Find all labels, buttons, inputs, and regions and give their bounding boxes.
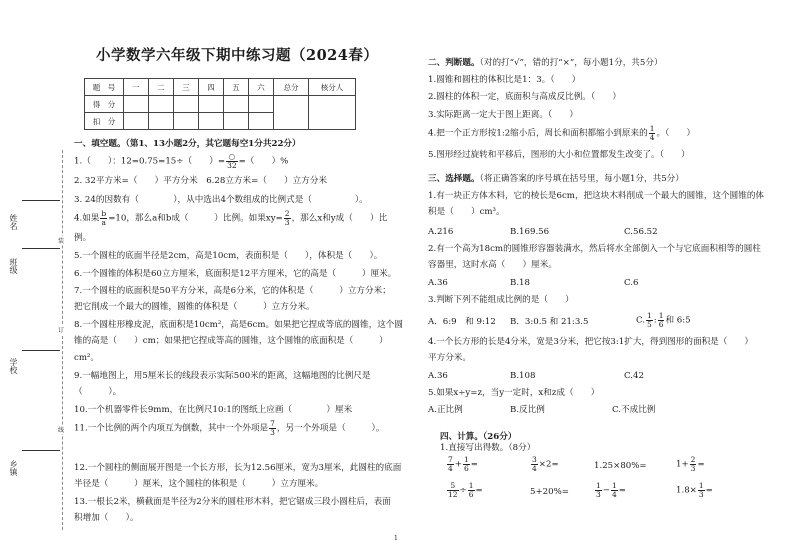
score-row-label: 得 分	[85, 96, 124, 113]
score-cell[interactable]	[174, 96, 199, 113]
question-2-3: 3.实际距离一定大于图上距离。（ ）	[428, 110, 578, 120]
score-header-cell: 六	[249, 79, 274, 96]
question-3-3: 3.判断下列不能组成比例的是（ ）	[428, 295, 574, 305]
question-1-11: 11.一个比例的两个内项互为倒数，其中一个外项是 $\frac{7}{3}$ ，另一个外项是（ ）。	[74, 419, 385, 437]
question-1-8c: cm²。	[74, 353, 100, 363]
question-2-5: 5.图形经过旋转和平移后，图形的大小和位置都发生改变了。（ ）	[428, 150, 690, 160]
option-3-2-c[interactable]: C.6	[624, 278, 639, 288]
zhuang-mark: 装	[58, 238, 65, 245]
score-header-cell: 一	[124, 79, 149, 96]
question-1-8a: 8.一个圆柱形橡皮泥，底面积是10cm²，高是6cm。如果把它捏成等底的圆锥，这个圆	[74, 320, 403, 330]
score-header-cell: 四	[199, 79, 224, 96]
q4-fraction-1: $\frac{b}{a}$	[101, 209, 107, 227]
question-1-13a: 13.一根长2米，横截面是半径为2分米的圆柱形木料，把它锯成三段小圆柱后，表面	[74, 497, 391, 507]
score-cell[interactable]	[249, 96, 274, 113]
score-header-cell: 总分	[274, 79, 309, 96]
question-3-1a: 1.有一块正方体木料，它的棱长是6cm，把这块木料削成一个最大的圆锥，这个圆锥的体	[428, 191, 765, 201]
calc-5: $\frac{5}{12}$ ÷ $\frac{1}{6}$ =	[448, 481, 483, 499]
deduct-cell[interactable]	[249, 113, 274, 130]
q2-4-fraction: $\frac{1}{4}$	[649, 124, 655, 142]
question-3-4a: 4.一个长方形的长是4分米，宽是3分米，把它按3:1扩大，得到图形的面积是（ ）	[428, 337, 754, 347]
question-1-4-cont: 例。	[74, 233, 92, 243]
question-1-7b: 把它削成一个最大的圆锥，圆锥的体积是（ ）立方分米。	[74, 302, 315, 312]
question-1-7a: 7.一个圆柱的底面积是50平方分米，高是6分米，它的体积是（ ）立方分米；	[74, 286, 391, 296]
question-2-1: 1.圆锥和圆柱的体积比是1：3。（ ）	[428, 75, 581, 85]
question-3-2a: 2.有一个高为18cm的圆锥形容器装满水，然后将水全部倒入一个与它底面积相等的圆柱	[428, 244, 761, 254]
score-cell[interactable]	[124, 96, 149, 113]
calc-6: 5+20%=	[530, 487, 569, 497]
question-3-2b: 容器里，这时水高（ ）厘米。	[428, 260, 557, 270]
question-1-2: 2. 32平方米=（ ）平方分米 6.28立方米=（ ）立方分米	[74, 176, 328, 186]
page-number: 1	[394, 535, 398, 542]
calc-3: 1.25×80%=	[594, 461, 647, 471]
question-3-1b: 积是（ ）cm³。	[428, 207, 505, 217]
section-4-subtitle: 1.直接写出得数。（8分）	[440, 443, 536, 453]
name-label: 姓名	[9, 214, 18, 230]
question-1-5: 5.一个圆柱的底面半径是2cm，高是10cm，表面积是（ ），体积是（ ）。	[74, 251, 383, 261]
option-3-5-b[interactable]: B.反比例	[510, 405, 545, 415]
deduct-cell[interactable]	[174, 113, 199, 130]
class-blank[interactable]	[22, 248, 60, 249]
section-1-title: 一、填空题。（第1、13小题2分，其它题每空1分共22分）	[74, 139, 301, 149]
question-1-13b: 积增加（ ）。	[74, 513, 139, 523]
question-1-1	[74, 153, 288, 169]
option-3-3-c[interactable]: C. $\frac{1}{5}$ : $\frac{1}{6}$ 和 6:5	[636, 311, 691, 329]
score-cell[interactable]	[224, 96, 249, 113]
question-1-3: 3. 24的因数有（ ），从中选出4个数组成的比例式是（ ）。	[74, 195, 368, 205]
question-2-4: 4.把一个正方形按1:2缩小后，周长和面积都缩小到原来的 $\frac{1}{4}$ 。（ ）	[428, 124, 696, 142]
deduct-cell[interactable]	[224, 113, 249, 130]
score-header-cell: 二	[149, 79, 174, 96]
option-3-1-b[interactable]: B.169.56	[510, 227, 550, 237]
q3-3-c-fraction-2: $\frac{1}{6}$	[658, 311, 664, 329]
question-1-8b: 锥的高是（ ）cm；如果把它捏成等高的圆锥，这个圆锥的底面积是（ ）	[74, 336, 388, 346]
xian-mark: 线	[58, 427, 65, 434]
option-3-3-b[interactable]: B．3:0.5 和 21:3.5	[510, 317, 589, 327]
score-cell[interactable]	[149, 96, 174, 113]
option-3-4-a[interactable]: A.36	[428, 371, 448, 381]
option-3-1-c[interactable]: C.56.52	[624, 227, 658, 237]
calc-1: $\frac{7}{4}$ + $\frac{1}{6}$ =	[448, 455, 478, 473]
q4-fraction-2: $\frac{2}{3}$	[284, 209, 290, 227]
option-3-2-b[interactable]: B.18	[510, 278, 530, 288]
q1-fraction: $\frac{○}{32}$	[227, 152, 237, 170]
question-3-4b: 平方分米。	[428, 353, 471, 363]
page-title: 小学数学六年级下期中练习题（2024春）	[96, 47, 379, 64]
calc-4: 1+ $\frac{2}{3}$ =	[676, 455, 705, 473]
question-1-10: 10.一个机器零件长9mm，在比例尺10:1的图纸上应画（ ）厘米	[74, 405, 353, 415]
option-3-4-b[interactable]: B.108	[510, 371, 536, 381]
option-3-5-a[interactable]: A.正比例	[428, 405, 463, 415]
q3-3-c-fraction-1: $\frac{1}{5}$	[647, 311, 652, 329]
score-header-cell: 核分人	[309, 79, 356, 96]
town-blank[interactable]	[22, 450, 60, 451]
score-header-cell: 题 号	[85, 79, 124, 96]
name-blank[interactable]	[22, 200, 60, 201]
deduct-row-label: 扣 分	[85, 113, 124, 130]
class-label: 班级	[9, 258, 18, 274]
deduct-cell[interactable]	[124, 113, 149, 130]
calc-8: 1.8× $\frac{1}{3}$ =	[676, 481, 713, 499]
checker-cell[interactable]	[309, 96, 356, 130]
deduct-cell[interactable]	[199, 113, 224, 130]
question-1-12a: 12.一个圆柱的侧面展开图是一个长方形，长为12.56厘米，宽为3厘米，此圆柱的底面	[74, 463, 402, 473]
section-4-title: 四、计算。（26分）	[440, 432, 517, 442]
question-1-4: 4.如果 $\frac{b}{a}$ =10，那么a和b成（ ）比例。如果xy= $\frac{2}{3}$ ，那么x和y成（ ）比	[74, 209, 388, 227]
section-2-title: 二、判断题。（对的打“√”，错的打“×”，每小题1分，共5分）	[428, 58, 663, 68]
question-1-12b: 半径是（ ）厘米，这个圆柱的体积是（ ）立方厘米。	[74, 479, 324, 489]
option-3-3-a[interactable]: A．6:9 和 9:12	[428, 317, 496, 327]
deduct-cell[interactable]	[149, 113, 174, 130]
ding-mark: 订	[58, 327, 65, 334]
school-label: 学校	[9, 358, 18, 374]
q1-part-a: 1.（ ）：12=0.75=15÷（ ）=	[74, 156, 226, 167]
option-3-1-a[interactable]: A.216	[428, 227, 454, 237]
option-3-2-a[interactable]: A.36	[428, 278, 448, 288]
option-3-4-c[interactable]: C.42	[624, 371, 644, 381]
town-label: 乡镇	[9, 460, 18, 476]
score-header-cell: 五	[224, 79, 249, 96]
score-table	[84, 78, 356, 130]
question-3-5: 5.如果x÷y=z，当y一定时，x和z成（ ）	[428, 388, 600, 398]
question-1-9b: （ ）。	[74, 387, 122, 397]
q1-part-b: =（ ）%	[238, 156, 289, 167]
score-cell[interactable]	[199, 96, 224, 113]
total-score-cell[interactable]	[274, 96, 309, 130]
calc-7: $\frac{1}{3}$ − $\frac{1}{4}$ =	[596, 481, 626, 499]
section-3-title: 三、选择题。（将正确答案的序号填在括号里，每小题1分，共5分）	[428, 174, 684, 184]
question-1-6: 6.一个圆锥的体积是60立方厘米，底面积是12平方厘米，它的高是（ ）厘米。	[74, 269, 397, 279]
question-2-2: 2.圆柱的体积一定，底面积与高成反比例。（ ）	[428, 92, 621, 102]
option-3-5-c[interactable]: C.不成比例	[612, 405, 656, 415]
score-header-cell: 三	[174, 79, 199, 96]
binding-line	[62, 150, 63, 530]
school-blank[interactable]	[22, 350, 60, 351]
question-1-9a: 9.一幅地图上，用5厘米长的线段表示实际500米的距离，这幅地图的比例尺是	[74, 371, 371, 381]
calc-2: $\frac{3}{4}$ ×2=	[532, 455, 559, 473]
q11-fraction: $\frac{7}{3}$	[270, 419, 275, 437]
